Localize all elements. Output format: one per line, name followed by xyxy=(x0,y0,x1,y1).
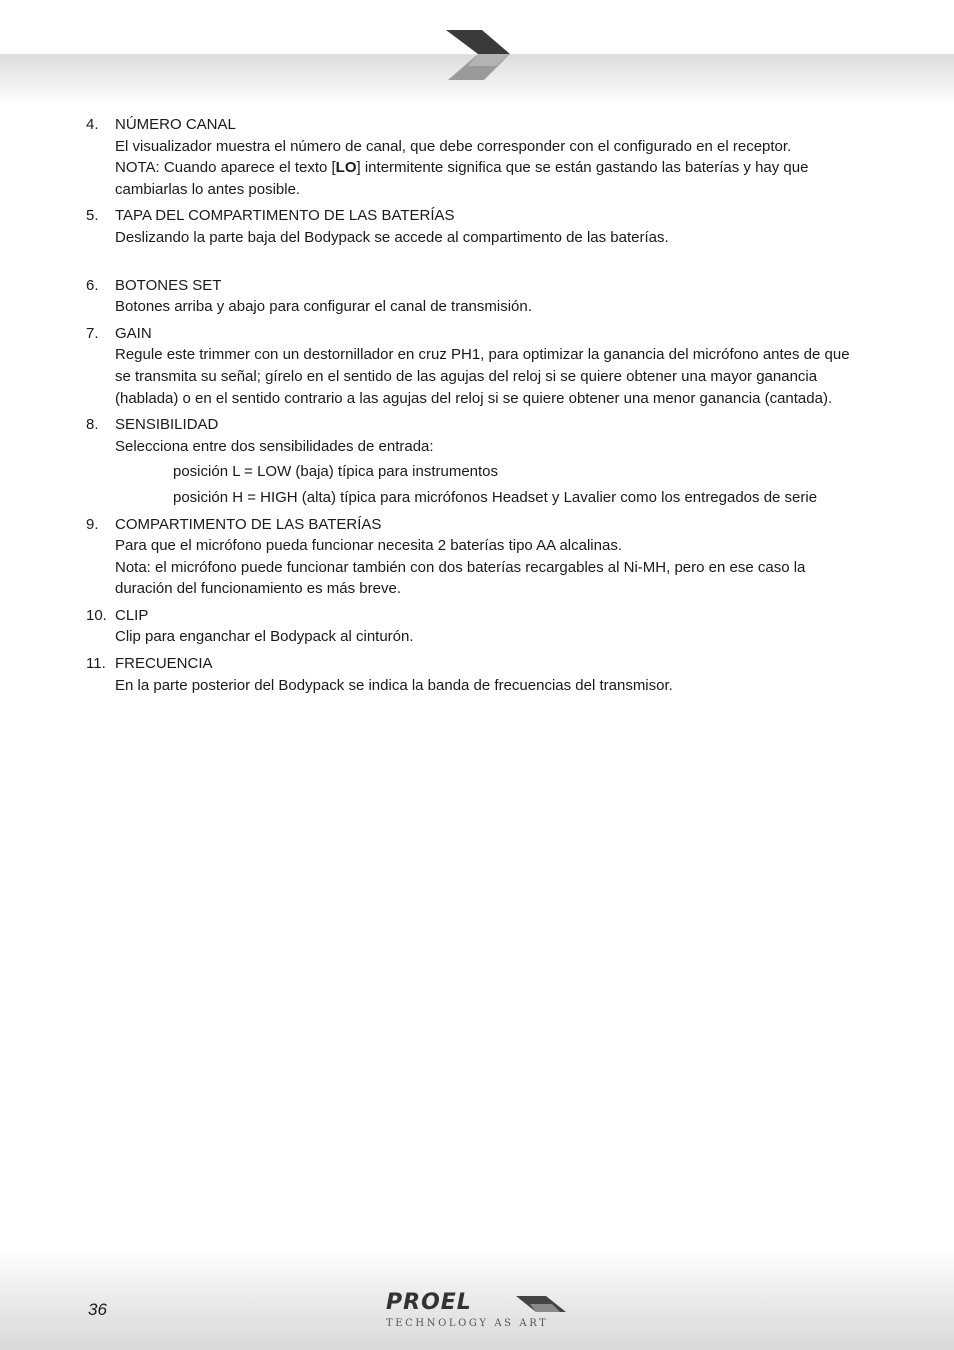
item-number: 11. xyxy=(86,655,106,673)
item-title: TAPA DEL COMPARTIMENTO DE LAS BATERÍAS xyxy=(115,207,455,225)
chevron-arrow-icon xyxy=(444,28,512,82)
proel-logo xyxy=(386,1290,576,1334)
note-bold: LO xyxy=(335,159,357,177)
item-title: NÚMERO CANAL xyxy=(115,116,236,133)
item-text: Clip para enganchar el Bodypack al cinturón. xyxy=(115,628,414,646)
list-item xyxy=(86,605,866,648)
list-item xyxy=(86,653,866,696)
item-title: GAIN xyxy=(115,324,152,342)
item-title: SENSIBILIDAD xyxy=(115,416,219,434)
sub-item: posición H = HIGH (alta) típica para micrófonos Headset y Lavalier como los entregados de serie xyxy=(173,488,818,506)
logo-tagline: TECHNOLOGY AS ART xyxy=(386,1318,549,1329)
item-number: 7. xyxy=(86,324,99,342)
item-title: BOTONES SET xyxy=(115,276,222,294)
item-text: Para que el micrófono pueda funcionar necesita 2 baterías tipo AA alcalinas. xyxy=(115,537,622,555)
logo-wordmark: PROEL xyxy=(386,1290,472,1315)
item-text: En la parte posterior del Bodypack se indica la banda de frecuencias del transmisor. xyxy=(115,676,673,694)
item-text: El visualizador muestra el número de canal, que debe corresponder con el configurado en el receptor. xyxy=(115,137,792,155)
item-text: Selecciona entre dos sensibilidades de entrada: xyxy=(115,437,434,455)
list-item xyxy=(86,275,866,318)
item-title: CLIP xyxy=(115,606,149,624)
note-prefix: NOTA: Cuando aparece el texto [ xyxy=(115,159,336,177)
list-item xyxy=(86,323,866,409)
item-title: COMPARTIMENTO DE LAS BATERÍAS xyxy=(115,515,382,533)
item-list xyxy=(86,114,866,701)
item-number: 5. xyxy=(86,207,99,225)
item-text: Nota: el micrófono puede funcionar también con dos baterías recargables al Ni-MH, pero en ese caso la duración del funcionamiento es más breve. xyxy=(115,558,806,598)
list-item xyxy=(86,205,866,248)
note-suffix: ] intermitente significa que se están gastando las baterías y hay que cambiarlas lo antes posible. xyxy=(115,159,809,198)
item-text: Botones arriba y abajo para configurar el canal de transmisión. xyxy=(115,298,532,316)
item-number: 8. xyxy=(86,416,99,434)
logo-swoosh-icon xyxy=(516,1294,568,1314)
item-number: 4. xyxy=(86,116,99,133)
item-note xyxy=(115,157,866,200)
list-item xyxy=(86,514,866,600)
item-number: 6. xyxy=(86,276,99,294)
item-text: Regule este trimmer con un destornillador en cruz PH1, para optimizar la ganancia del micrófono antes de que se transmita su señal; gírelo en el sentido de las agujas del reloj si se quiere obtener una mayor ganancia (hablada) o en el sentido contrario a las agujas del reloj si se quiere obtener una menor ganancia (cantada). xyxy=(115,346,850,407)
spacer xyxy=(86,254,866,275)
item-number: 9. xyxy=(86,515,99,533)
list-item xyxy=(86,114,866,200)
sub-item: posición L = LOW (baja) típica para instrumentos xyxy=(173,463,499,481)
item-text: Deslizando la parte baja del Bodypack se accede al compartimento de las baterías. xyxy=(115,228,669,246)
item-title: FRECUENCIA xyxy=(115,655,213,673)
list-item xyxy=(86,414,866,508)
item-number: 10. xyxy=(86,606,107,624)
page-number: 36 xyxy=(88,1300,107,1319)
